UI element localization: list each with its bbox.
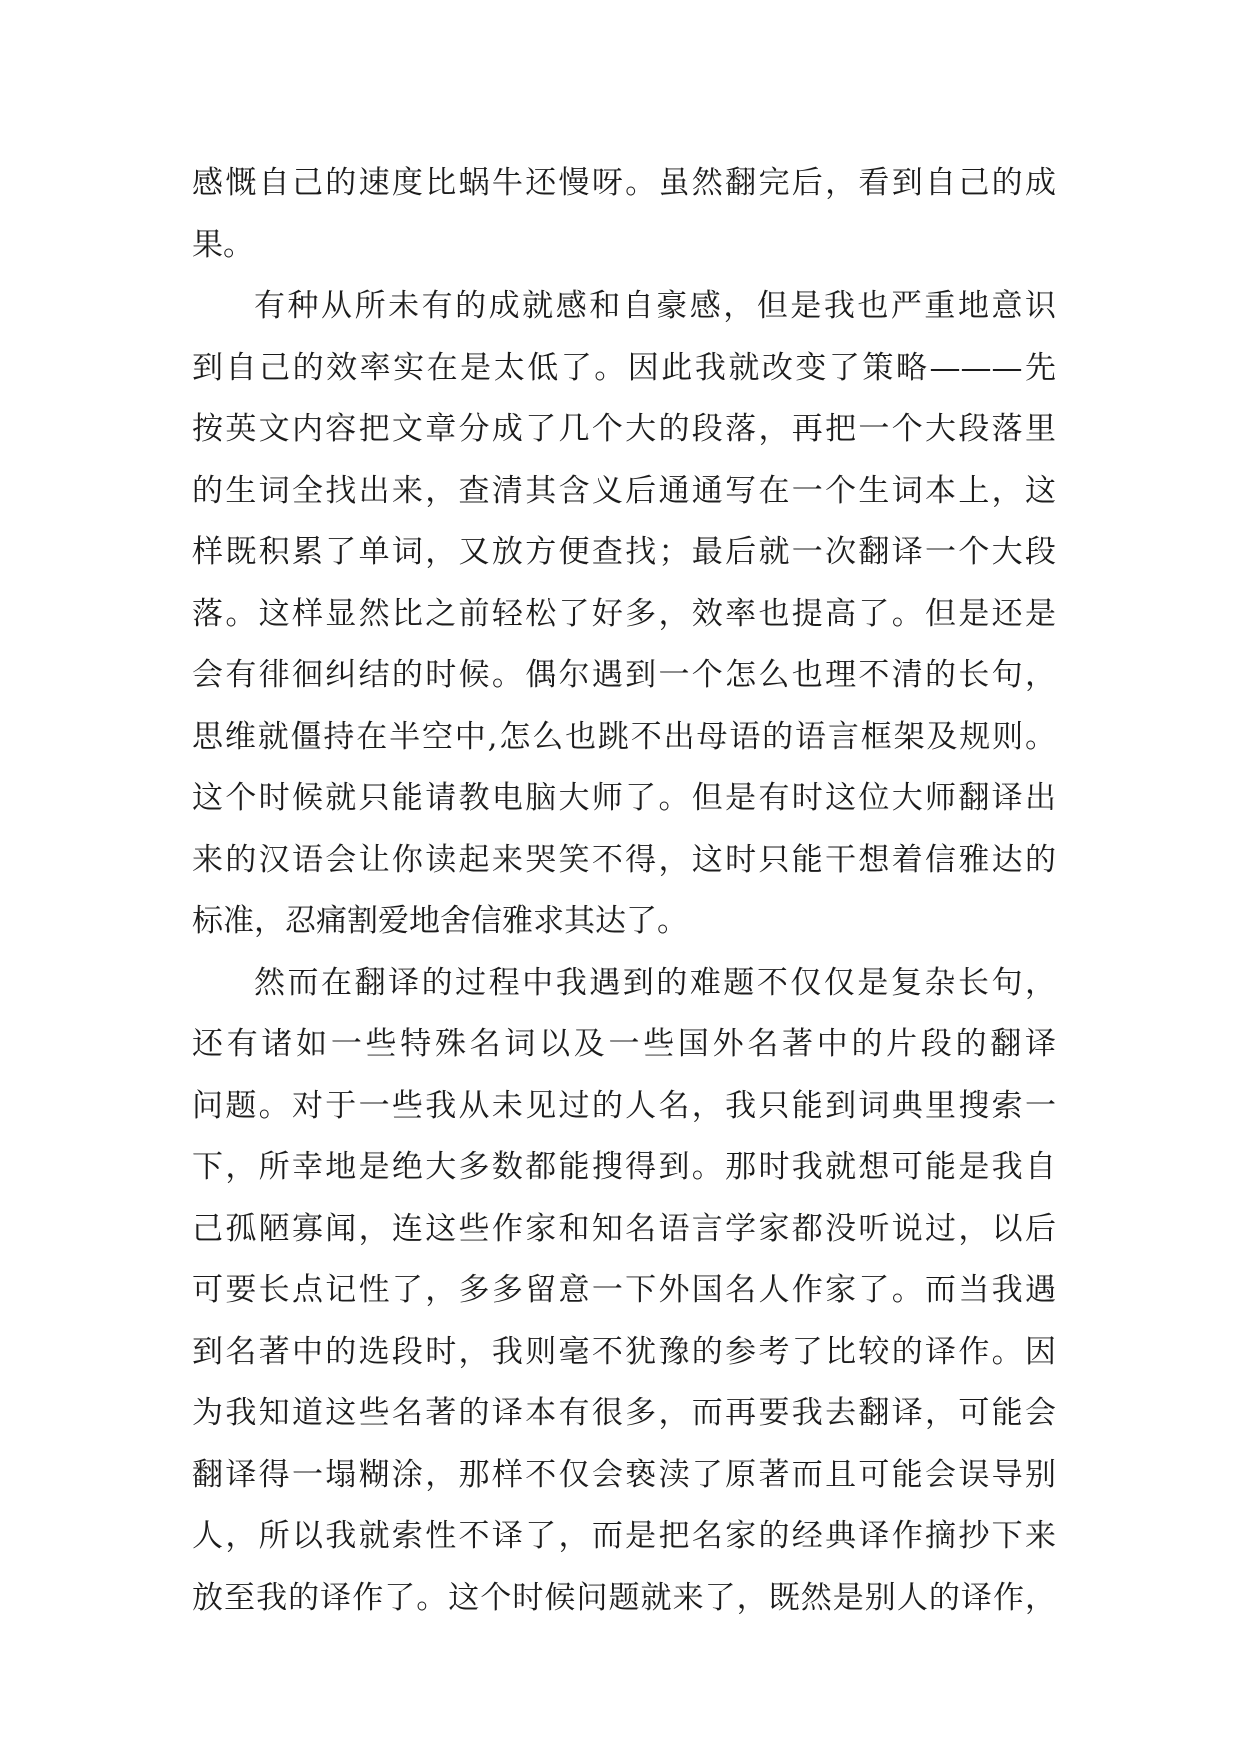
text-line: 到名著中的选段时，我则毫不犹豫的参考了比较的译作。因 xyxy=(192,1333,1056,1370)
paragraph xyxy=(192,953,1056,1630)
text-line: 落。这样显然比之前轻松了好多，效率也提高了。但是还是 xyxy=(192,595,1056,632)
paragraph xyxy=(192,276,1056,953)
text-line: 放至我的译作了。这个时候问题就来了，既然是别人的译作， xyxy=(192,1579,1056,1616)
paragraph xyxy=(192,153,1056,276)
text-line: 样既积累了单词，又放方便查找；最后就一次翻译一个大段 xyxy=(192,534,1056,570)
text-line: 己孤陋寡闻，连这些作家和知名语言学家都没听说过，以后 xyxy=(192,1210,1056,1247)
text-line: 到自己的效率实在是太低了。因此我就改变了策略———先 xyxy=(192,349,1056,386)
text-line: 可要长点记性了，多多留意一下外国名人作家了。而当我遇 xyxy=(192,1272,1056,1308)
text-line: 问题。对于一些我从未见过的人名，我只能到词典里搜索一 xyxy=(192,1087,1056,1124)
text-line: 为我知道这些名著的译本有很多，而再要我去翻译，可能会 xyxy=(192,1395,1056,1431)
text-line: 果。 xyxy=(192,226,254,263)
text-line: 的生词全找出来，查清其含义后通通写在一个生词本上，这 xyxy=(192,472,1056,509)
text-line: 按英文内容把文章分成了几个大的段落，再把一个大段落里 xyxy=(192,411,1056,447)
text-line: 然而在翻译的过程中我遇到的难题不仅仅是复杂长句， xyxy=(254,964,1056,1001)
text-line: 来的汉语会让你读起来哭笑不得，这时只能干想着信雅达的 xyxy=(192,841,1056,878)
text-line: 有种从所未有的成就感和自豪感，但是我也严重地意识 xyxy=(254,288,1056,324)
text-line: 会有徘徊纠结的时候。偶尔遇到一个怎么也理不清的长句， xyxy=(192,657,1056,693)
text-line: 人，所以我就索性不译了，而是把名家的经典译作摘抄下来 xyxy=(192,1518,1056,1554)
text-line: 这个时候就只能请教电脑大师了。但是有时这位大师翻译出 xyxy=(192,780,1056,816)
text-line: 标准，忍痛割爱地舍信雅求其达了。 xyxy=(192,903,688,939)
text-line: 思维就僵持在半空中,怎么也跳不出母语的语言框架及规则。 xyxy=(192,718,1056,755)
document-page xyxy=(192,153,1056,1629)
text-line: 下，所幸地是绝大多数都能搜得到。那时我就想可能是我自 xyxy=(192,1149,1056,1185)
text-line: 感慨自己的速度比蜗牛还慢呀。虽然翻完后，看到自己的成 xyxy=(192,165,1056,201)
text-line: 还有诸如一些特殊名词以及一些国外名著中的片段的翻译 xyxy=(192,1026,1056,1062)
text-line: 翻译得一塌糊涂，那样不仅会亵渎了原著而且可能会误导别 xyxy=(192,1456,1056,1493)
